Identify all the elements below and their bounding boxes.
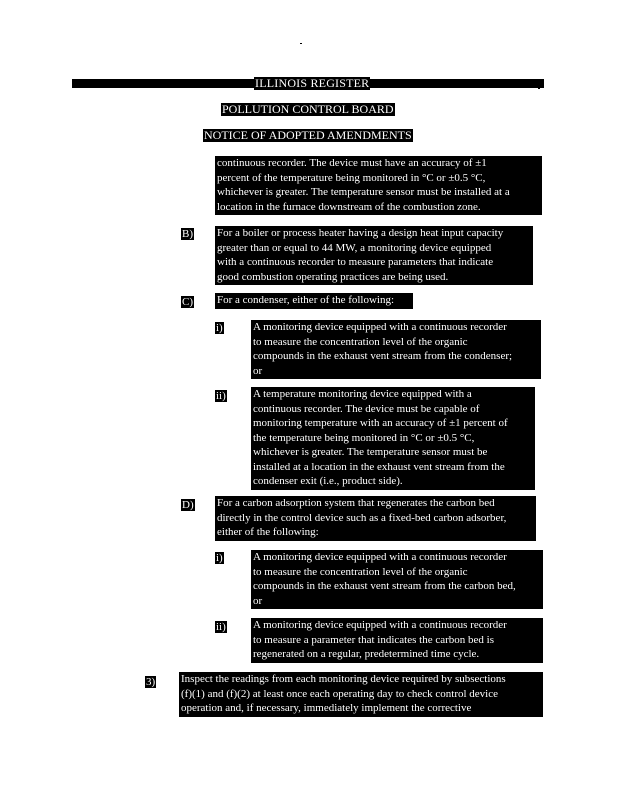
item-c-ii-paragraph <box>251 387 535 490</box>
speck-mark <box>300 43 302 44</box>
text-line: to measure a parameter that indicates the carbon bed is <box>253 633 494 646</box>
text-line: operation and, if necessary, immediately implement the corrective <box>181 702 472 714</box>
text-line: greater than or equal to 44 MW, a monitoring device equipped <box>217 241 492 254</box>
item-label-d-ii: ii) <box>216 621 226 633</box>
text-line: A monitoring device equipped with a continuous recorder <box>253 321 507 333</box>
text-line: For a carbon adsorption system that regenerates the carbon bed <box>217 497 495 509</box>
item-c-i-paragraph <box>251 320 541 379</box>
text-line: percent of the temperature being monitored in °C or ±0.5 °C, <box>217 171 486 184</box>
item-d-paragraph <box>215 496 536 541</box>
text-line: compounds in the exhaust vent stream from the condenser; <box>253 350 513 362</box>
text-line: regenerated on a regular, predetermined time cycle. <box>253 648 480 660</box>
text-line: For a condenser, either of the following: <box>217 294 395 306</box>
text-line: either of the following: <box>217 526 319 538</box>
text-line: good combustion operating practices are being used. <box>217 270 449 283</box>
item-label-b: B) <box>182 228 193 240</box>
item-label-c-ii: ii) <box>216 390 226 402</box>
text-line: installed at a location in the exhaust vent stream from the <box>253 460 505 473</box>
text-line: whichever is greater. The temperature sensor must be <box>253 446 488 458</box>
item-3-paragraph <box>179 672 543 717</box>
item-label-d-i: i) <box>216 552 223 564</box>
register-title: ILLINOIS REGISTER <box>255 76 370 90</box>
text-line: location in the furnace downstream of the combustion zone. <box>217 200 481 213</box>
notice-title: NOTICE OF ADOPTED AMENDMENTS <box>204 128 412 142</box>
text-line: or <box>253 364 263 377</box>
text-line: monitoring temperature with an accuracy of ±1 percent of <box>253 417 508 429</box>
board-title: POLLUTION CONTROL BOARD <box>222 102 394 116</box>
continued-paragraph <box>215 156 542 215</box>
item-label-c: C) <box>182 296 193 308</box>
text-line: A monitoring device equipped with a continuous recorder <box>253 551 507 563</box>
text-line: continuous recorder. The device must have an accuracy of ±1 <box>217 157 487 169</box>
item-b-paragraph <box>215 226 533 285</box>
text-line: A monitoring device equipped with a continuous recorder <box>253 619 507 631</box>
item-d-ii-paragraph <box>251 618 543 663</box>
text-line: with a continuous recorder to measure parameters that indicate <box>217 256 494 268</box>
text-line: whichever is greater. The temperature sensor must be installed at a <box>217 186 510 198</box>
text-line: For a boiler or process heater having a design heat input capacity <box>217 227 504 239</box>
text-line: continuous recorder. The device must be capable of <box>253 402 480 415</box>
item-d-i-paragraph <box>251 550 543 609</box>
speck-mark <box>538 88 540 89</box>
item-label-3: 3) <box>146 676 156 688</box>
text-line: compounds in the exhaust vent stream from the carbon bed, <box>253 580 516 592</box>
text-line: directly in the control device such as a fixed-bed carbon adsorber, <box>217 511 507 524</box>
text-line: condenser exit (i.e., product side). <box>253 475 403 487</box>
item-c-paragraph <box>215 293 413 309</box>
text-line: the temperature being monitored in °C or ±0.5 °C, <box>253 431 475 444</box>
text-line: Inspect the readings from each monitoring device required by subsections <box>181 673 506 685</box>
text-line: A temperature monitoring device equipped with a <box>253 388 472 400</box>
item-label-d: D) <box>182 499 194 511</box>
text-line: to measure the concentration level of the organic <box>253 335 468 348</box>
text-line: to measure the concentration level of the organic <box>253 565 468 578</box>
text-line: or <box>253 594 263 607</box>
text-line: (f)(1) and (f)(2) at least once each operating day to check control device <box>181 687 499 700</box>
item-label-c-i: i) <box>216 322 223 334</box>
